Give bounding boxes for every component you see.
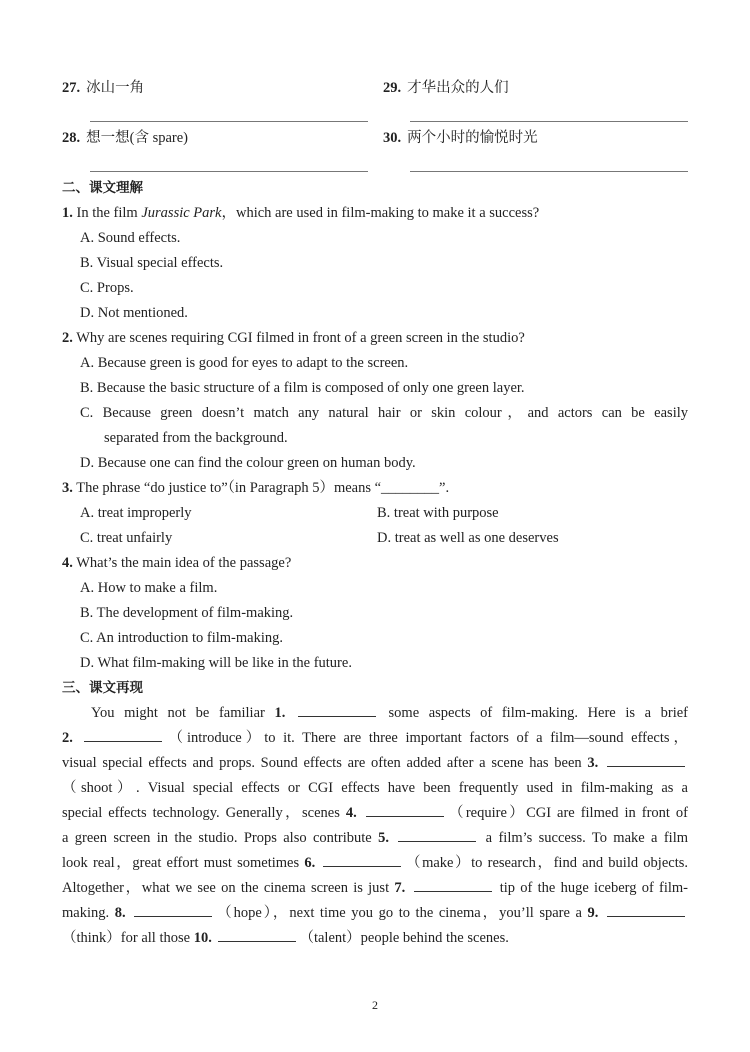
blank-number: 10. bbox=[193, 930, 216, 946]
question-2 bbox=[62, 326, 688, 351]
question-text: ，which are used in film-making to make it a success? bbox=[221, 205, 540, 221]
question-number: 2. bbox=[62, 330, 73, 346]
question-text: Why are scenes requiring CGI filmed in front of a green screen in the studio? bbox=[76, 330, 525, 346]
vocab-30 bbox=[383, 128, 538, 148]
blank-number: 1. bbox=[274, 705, 295, 721]
option[interactable]: D. Not mentioned. bbox=[80, 305, 188, 321]
question-3 bbox=[62, 476, 688, 501]
passage-text: （talent）people behind the scenes. bbox=[299, 930, 509, 946]
fill-blank[interactable] bbox=[398, 827, 476, 842]
cloze-line bbox=[62, 901, 688, 926]
fill-blank[interactable] bbox=[366, 802, 444, 817]
vocab-29 bbox=[383, 78, 509, 98]
option[interactable]: C. Because green doesn’t match any natural hair or skin colour，and actors can be easily bbox=[80, 405, 688, 421]
blank-number: 7. bbox=[394, 880, 411, 896]
passage-text: special effects technology. Generally，scenes bbox=[62, 805, 346, 821]
passage-text: a green screen in the studio. Props also contribute bbox=[62, 830, 379, 846]
option[interactable]: D. Because one can find the colour green on human body. bbox=[80, 455, 416, 471]
option[interactable]: B. Because the basic structure of a film is composed of only one green layer. bbox=[80, 380, 525, 396]
cloze-line bbox=[62, 926, 688, 951]
fill-blank[interactable] bbox=[134, 902, 212, 917]
item-number: 29. bbox=[383, 80, 402, 96]
item-number: 30. bbox=[383, 130, 402, 146]
blank-number: 3. bbox=[587, 755, 605, 771]
passage-text: some aspects of film-making. Here is a brief bbox=[378, 705, 688, 721]
item-text: 冰山一角 bbox=[86, 80, 145, 96]
answer-line[interactable] bbox=[90, 171, 368, 172]
question-number: 1. bbox=[62, 205, 73, 221]
passage-text: （hope），next time you go to the cinema，you’ll spare a bbox=[215, 905, 588, 921]
answer-line[interactable] bbox=[90, 121, 368, 122]
question-text: What’s the main idea of the passage? bbox=[76, 555, 292, 571]
question-1 bbox=[62, 201, 688, 226]
question-text: The phrase “do justice to”（in Paragraph 5）means “________”. bbox=[76, 480, 450, 496]
option[interactable]: A. Sound effects. bbox=[80, 230, 181, 246]
blank-number: 5. bbox=[378, 830, 396, 846]
option-row bbox=[62, 501, 688, 526]
question-4 bbox=[62, 551, 688, 576]
cloze-line bbox=[62, 776, 688, 801]
passage-text: （introduce）to it. There are three important factors of a film—sound effects， bbox=[164, 730, 689, 746]
cloze-line bbox=[62, 851, 688, 876]
item-text: 想一想(含 spare) bbox=[86, 130, 188, 146]
cloze-line bbox=[62, 876, 688, 901]
question-number: 4. bbox=[62, 555, 73, 571]
section-heading: 三、课文再现 bbox=[62, 680, 143, 696]
cloze-line bbox=[62, 826, 688, 851]
fill-blank[interactable] bbox=[323, 852, 401, 867]
cloze-line bbox=[62, 726, 688, 751]
cloze-line bbox=[62, 751, 688, 776]
main-content bbox=[62, 176, 688, 951]
option[interactable]: B. The development of film-making. bbox=[80, 605, 294, 621]
question-number: 3. bbox=[62, 480, 73, 496]
cloze-passage bbox=[62, 701, 688, 951]
blank-number: 8. bbox=[114, 905, 132, 921]
passage-text: （make）to research，find and build objects. bbox=[404, 855, 689, 871]
vocab-27 bbox=[62, 78, 144, 98]
option-row bbox=[62, 526, 688, 551]
option[interactable]: B. treat with purpose bbox=[377, 505, 499, 521]
fill-blank[interactable] bbox=[414, 877, 492, 892]
option[interactable]: C. Props. bbox=[80, 280, 134, 296]
answer-line[interactable] bbox=[410, 171, 688, 172]
section-heading: 二、课文理解 bbox=[62, 180, 143, 196]
page-number: 2 bbox=[372, 998, 378, 1012]
passage-text: visual special effects and props. Sound effects are often added after a scene has been bbox=[62, 755, 588, 771]
item-text: 才华出众的人们 bbox=[407, 80, 509, 96]
option[interactable]: A. Because green is good for eyes to adapt to the screen. bbox=[80, 355, 409, 371]
fill-blank[interactable] bbox=[298, 702, 376, 717]
option[interactable]: D. What film-making will be like in the future. bbox=[80, 655, 352, 671]
item-number: 28. bbox=[62, 130, 81, 146]
cloze-line bbox=[62, 701, 688, 726]
passage-text: a film’s success. To make a film bbox=[479, 830, 689, 846]
passage-text: （think）for all those bbox=[62, 930, 194, 946]
fill-blank[interactable] bbox=[218, 927, 296, 942]
passage-text: （require）CGI are filmed in front of bbox=[446, 805, 688, 821]
option[interactable]: B. Visual special effects. bbox=[80, 255, 224, 271]
fill-blank[interactable] bbox=[607, 902, 685, 917]
option[interactable]: A. How to make a film. bbox=[80, 580, 218, 596]
answer-line[interactable] bbox=[410, 121, 688, 122]
vocab-28 bbox=[62, 128, 188, 148]
film-title: Jurassic Park bbox=[141, 205, 222, 221]
fill-blank[interactable] bbox=[607, 752, 685, 767]
passage-text: tip of the huge iceberg of film- bbox=[494, 880, 689, 896]
passage-text: making. bbox=[62, 905, 115, 921]
option-continued: separated from the background. bbox=[104, 430, 288, 446]
passage-text: Altogether，what we see on the cinema screen is just bbox=[62, 880, 395, 896]
passage-text: （shoot）. Visual special effects or CGI effects have been frequently used in film-making as a bbox=[62, 780, 688, 796]
option[interactable]: D. treat as well as one deserves bbox=[377, 530, 559, 546]
blank-number: 6. bbox=[304, 855, 321, 871]
item-text: 两个小时的愉悦时光 bbox=[407, 130, 538, 146]
option[interactable]: C. treat unfairly bbox=[80, 530, 173, 546]
passage-text: look real，great effort must sometimes bbox=[62, 855, 305, 871]
cloze-line bbox=[62, 801, 688, 826]
option[interactable]: C. An introduction to film-making. bbox=[80, 630, 283, 646]
passage-text: You might not be familiar bbox=[62, 705, 275, 721]
blank-number: 9. bbox=[587, 905, 605, 921]
blank-number: 2. bbox=[62, 730, 81, 746]
fill-blank[interactable] bbox=[84, 727, 162, 742]
blank-number: 4. bbox=[345, 805, 363, 821]
question-text: In the film bbox=[76, 205, 142, 221]
option[interactable]: A. treat improperly bbox=[80, 505, 192, 521]
item-number: 27. bbox=[62, 80, 81, 96]
